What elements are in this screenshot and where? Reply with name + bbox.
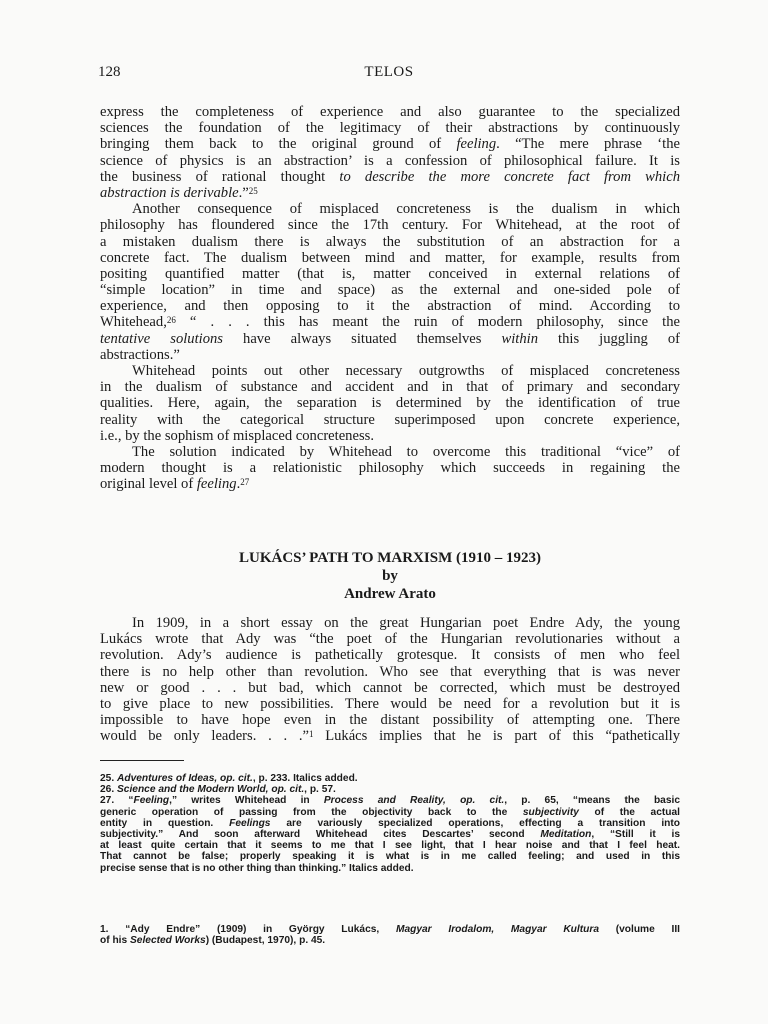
text-line [100,712,680,728]
text-line [100,631,680,647]
text-line [100,784,680,795]
italic-text: Feeling [133,795,170,807]
text-line [100,773,680,784]
text-line [100,153,680,169]
journal-title: TELOS [364,64,414,80]
italic-text: Selected Works [130,935,206,947]
text-run: original level of [100,476,197,493]
text-run: 25. [100,773,117,784]
text-run: there is no help other than revolution. Who see that everything that is was never [100,663,680,680]
text-line [100,217,680,233]
text-run: , p. 57. [304,784,336,796]
text-run: positing quantified matter (that is, matter conceived in external relations of [100,265,680,282]
continued-text [100,104,680,493]
footnotes-section [100,773,680,874]
text-line [100,829,680,840]
text-line [100,795,680,806]
text-run: 27. “ [100,795,134,807]
text-line [100,331,680,347]
text-run: qualities. Here, again, the separation is determined by the identification of true [100,395,680,412]
text-line [100,234,680,250]
text-line [100,476,680,492]
text-run: concrete fact. The dualism between mind and matter, for example, results from [100,249,680,266]
text-line [100,647,680,663]
text-line [100,664,680,680]
text-line [100,728,680,744]
text-run: , p. 65, “means the basic [504,795,681,807]
text-line [100,201,680,217]
text-line [100,136,680,152]
text-run: science of physics is an abstraction’ is a confession of philosophical failure. It is [100,152,680,169]
text-run: bringing them back to the original ground of [100,136,457,153]
text-run: ) (Budapest, 1970), p. 45. [205,935,326,947]
italic-text: subjectivity [522,806,579,818]
text-line [100,282,680,298]
text-line [100,696,680,712]
article-byline-by: by [382,568,398,584]
italic-text: Meditation [540,828,592,840]
text-run: 26. [100,784,117,796]
text-line [100,395,680,411]
text-run: Lukács implies that he is part of this “pathetically [313,728,680,745]
footnote-divider [100,760,184,761]
text-line [100,120,680,136]
text-line [100,851,680,862]
text-line [100,314,680,330]
text-run: In 1909, in a short essay on the great Hungarian poet Endre Ady, the young [132,615,680,631]
text-line [100,266,680,282]
italic-text: within [501,330,538,347]
text-run: a mistaken dualism there is always the substitution of an abstraction for a [100,233,680,250]
italic-text: Feelings [229,817,271,829]
text-line [100,347,680,363]
italic-text: to describe the more concrete fact from which [339,168,681,185]
text-run: “ . . . this has meant the ruin of modern philosophy, since the [175,314,680,331]
footnote-ref: 27 [240,477,250,488]
text-run: entity in question. [100,817,230,829]
article-body [100,615,680,745]
text-line [100,444,680,460]
text-line [100,298,680,314]
text-run: , p. 233. Italics added. [252,773,358,784]
text-run: 1. “Ady Endre” (1909) in György Lukács, [100,924,396,935]
text-run: Lukács wrote that Ady was “the poet of the Hungarian revolutionaries without a [100,631,680,648]
text-run: generic operation of passing from the objectivity back to the [100,806,523,818]
text-line [100,250,680,266]
text-line [100,363,680,379]
text-run: revolution. Ady’s audience is pathetically grotesque. It consists of men who feel [100,647,680,664]
running-header [98,64,680,86]
italic-text: abstraction is derivable [100,184,239,201]
text-run: .” [238,184,249,201]
article-title: LUKÁCS’ PATH TO MARXISM (1910 – 1923) [239,550,541,566]
italic-text: feeling [456,136,497,153]
footnote-ref: 1 [308,729,314,740]
text-run: Another consequence of misplaced concreteness is the dualism in which [132,201,680,218]
text-run: of the actual [578,806,680,818]
text-run: philosophy has floundered since the 17th century. For Whitehead, at the root of [100,217,680,234]
text-run: (volume III [598,924,680,935]
text-line [100,615,680,631]
text-run: new or good . . . but bad, which cannot be corrected, which must be destroyed [100,679,680,696]
text-run: “simple location” in time and space) as the external and one-sided pole of [100,282,680,299]
italic-text: Process and Reality, op. cit. [323,795,505,807]
text-run: at least quite certain that it seems to me that I see light, that I hear noise and that I feel heat. [100,840,680,852]
text-run: would be only leaders. . . .” [100,728,309,745]
text-line [100,428,680,444]
article-heading [100,549,680,603]
text-line [100,924,680,935]
text-run: Whitehead points out other necessary outgrowths of misplaced concreteness [132,363,680,379]
text-run: express the completeness of experience and also guarantee to the specialized [100,104,680,120]
text-run: , “Still it is [591,828,680,840]
text-run: modern thought is a relationistic philosophy which succeeds in regaining the [100,460,680,477]
article-footnote [100,924,680,946]
text-run: That cannot be false; properly speaking it is what is in me called feeling; and used in this [100,851,680,863]
text-run: abstractions.” [100,346,180,363]
text-run: Whitehead, [100,314,167,331]
text-run: have always situated themselves [223,330,502,347]
text-run: . “The mere phrase ‘the [496,136,680,153]
italic-text: Adventures of Ideas, op. cit. [117,773,253,784]
text-line [100,935,680,946]
text-run: the business of rational thought [100,168,340,185]
italic-text: Magyar Irodalom, Magyar Kultura [395,924,599,935]
text-run: impossible to have hope even in the distant possibility of attempting one. There [100,712,680,729]
text-line [100,680,680,696]
text-line [100,104,680,120]
text-run: subjectivity.” And soon afterward Whitehead cites Descartes’ second [100,828,541,840]
text-run: are variously specialized operations, effecting a transition into [270,817,680,829]
text-run: this juggling of [538,330,680,347]
text-run: reality with the categorical structure superimposed upon concrete experience, [100,411,680,428]
text-run: i.e., by the sophism of misplaced concreteness. [100,427,374,444]
text-run: experience, and then opposing to it the abstraction of mind. According to [100,298,680,315]
text-line [100,412,680,428]
text-line [100,460,680,476]
text-line [100,840,680,851]
text-run: in the dualism of substance and accident and in that of primary and secondary [100,379,680,396]
text-run: ,” writes Whitehead in [169,795,324,807]
text-line [100,807,680,818]
italic-text: tentative solutions [100,330,223,347]
text-line [100,863,680,874]
text-line [100,379,680,395]
page-number: 128 [98,64,121,80]
text-run: The solution indicated by Whitehead to overcome this traditional “vice” of [132,443,680,460]
text-line [100,818,680,829]
italic-text: feeling [196,476,237,493]
text-run: of his [100,935,130,947]
text-run: . [236,476,241,493]
text-line [100,185,680,201]
text-line [100,169,680,185]
footnote-ref: 25 [248,185,258,196]
footnote-ref: 26 [166,315,176,326]
text-run: precise sense that is no other thing than thinking.” Italics added. [100,862,414,874]
text-run: to give place to new possibilities. There would be need for a revolution but it is [100,695,680,712]
article-author: Andrew Arato [344,586,436,602]
text-run: sciences the foundation of the legitimacy of their abstractions by continuously [100,120,680,137]
italic-text: Science and the Modern World, op. cit. [117,784,305,796]
